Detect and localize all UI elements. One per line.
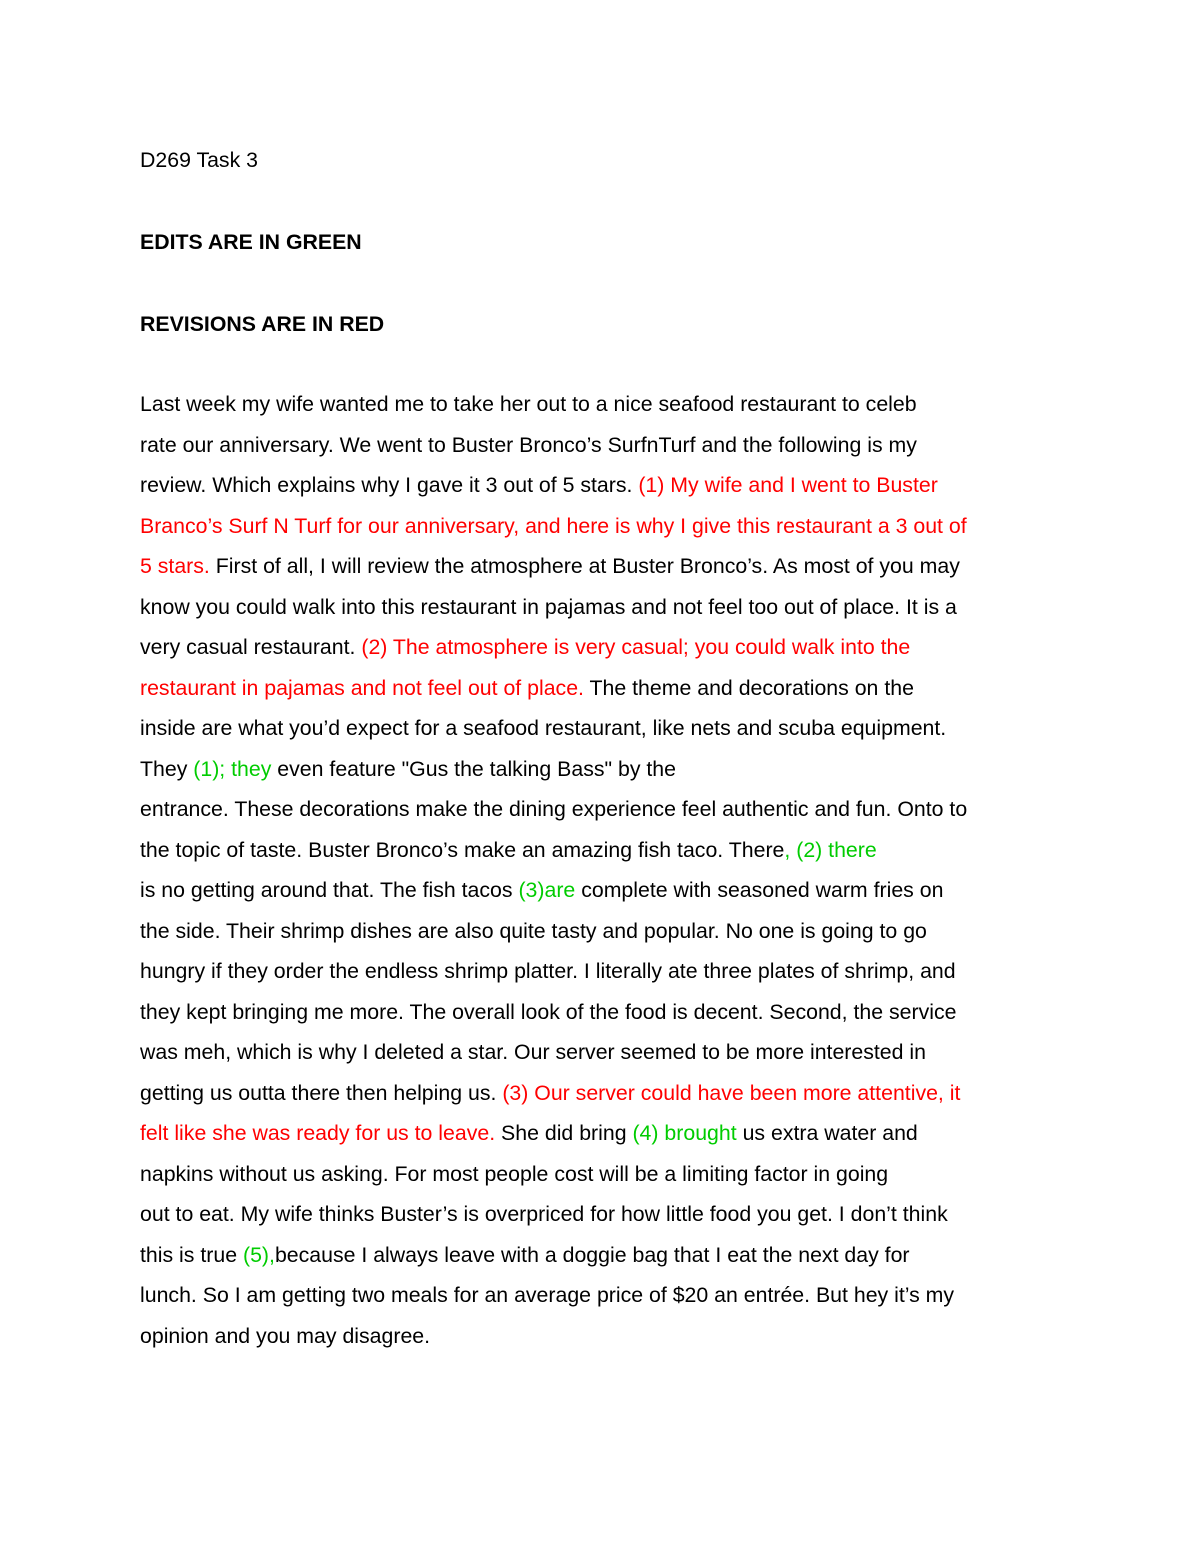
revisions-legend-heading: REVISIONS ARE IN RED: [140, 312, 385, 336]
body-text: was meh, which is why I deleted a star. Our server seemed to be more interested in: [140, 1040, 926, 1064]
paragraph-line: [140, 1316, 1060, 1357]
review-body: [140, 384, 1060, 1356]
body-text: They: [140, 756, 194, 781]
body-text: even feature "Gus the talking Bass" by the: [271, 756, 677, 781]
paragraph-line: [140, 384, 1060, 425]
body-text: the side. Their shrimp dishes are also quite tasty and popular. No one is going to go: [140, 918, 927, 943]
paragraph-line: [140, 789, 1060, 830]
paragraph-line: [140, 1235, 1060, 1276]
body-text: inside are what you’d expect for a seafood restaurant, like nets and scuba equipment.: [140, 716, 947, 740]
revision-text: (3) Our server could have been more attentive, it: [502, 1080, 961, 1105]
paragraph-line: [140, 749, 1060, 790]
body-text: this is true: [140, 1242, 243, 1267]
revision-text: felt like she was ready for us to leave.: [140, 1121, 496, 1145]
body-text: She did bring: [495, 1121, 633, 1145]
paragraph-line: [140, 425, 1060, 466]
paragraph-line: [140, 587, 1060, 628]
revision-text: (1) My wife and I went to Buster: [638, 473, 938, 497]
revision-text: Branco’s Surf N Turf for our anniversary, and here is why I give this restaurant a 3 out of: [140, 513, 967, 538]
paragraph-line: [140, 506, 1060, 547]
body-text: hungry if they order the endless shrimp platter. I literally ate three plates of shrimp, and: [140, 959, 956, 983]
paragraph-line: [140, 830, 1060, 871]
paragraph-line: [140, 951, 1060, 992]
body-text: First of all, I will review the atmosphere at Buster Bronco’s. As most of you may: [209, 554, 960, 578]
body-text: review. Which explains why I gave it 3 out of 5 stars.: [140, 473, 639, 497]
paragraph-line: [140, 1154, 1060, 1195]
body-text: the topic of taste. Buster Bronco’s make an amazing fish taco. There: [140, 837, 785, 862]
body-text: us extra water and: [736, 1121, 918, 1145]
body-text: rate our anniversary. We went to Buster Bronco’s SurfnTurf and the following is my: [140, 432, 917, 457]
paragraph-line: [140, 1194, 1060, 1235]
body-text: is no getting around that. The fish tacos: [140, 878, 519, 902]
paragraph-line: [140, 870, 1060, 911]
revision-text: restaurant in pajamas and not feel out of place.: [140, 675, 584, 700]
paragraph-line: [140, 465, 1060, 506]
body-text: The theme and decorations on the: [583, 675, 914, 700]
paragraph-line: [140, 1073, 1060, 1114]
revision-text: 5 stars.: [140, 554, 210, 578]
edits-legend-heading: EDITS ARE IN GREEN: [140, 230, 362, 254]
body-text: very casual restaurant.: [140, 635, 362, 659]
body-text: Last week my wife wanted me to take her out to a nice seafood restaurant to celeb: [140, 392, 917, 416]
revision-text: (2) The atmosphere is very casual; you could walk into the: [361, 635, 911, 659]
paragraph-line: [140, 668, 1060, 709]
body-text: opinion and you may disagree.: [140, 1323, 431, 1348]
edit-text: (1); they: [193, 756, 272, 781]
paragraph-line: [140, 627, 1060, 668]
edit-text: , (2) there: [784, 837, 877, 862]
edit-text: (3)are: [518, 878, 576, 902]
edit-text: (5),: [242, 1242, 275, 1267]
paragraph-line: [140, 1275, 1060, 1316]
body-text: because I always leave with a doggie bag that I eat the next day for: [274, 1242, 910, 1267]
document-content: [140, 138, 1060, 1356]
paragraph-line: [140, 708, 1060, 749]
body-text: entrance. These decorations make the dining experience feel authentic and fun. Onto to: [140, 797, 968, 821]
document-title: D269 Task 3: [140, 148, 258, 172]
paragraph-line: [140, 1032, 1060, 1073]
body-text: they kept bringing me more. The overall look of the food is decent. Second, the service: [140, 999, 957, 1024]
body-text: lunch. So I am getting two meals for an average price of $20 an entrée. But hey it’s my: [140, 1283, 955, 1307]
body-text: know you could walk into this restaurant in pajamas and not feel too out of place. It is a: [140, 594, 957, 619]
body-text: out to eat. My wife thinks Buster’s is overpriced for how little food you get. I don’t think: [140, 1202, 948, 1226]
paragraph-line: [140, 1113, 1060, 1154]
edit-text: (4) brought: [632, 1121, 737, 1145]
paragraph-line: [140, 911, 1060, 952]
paragraph-line: [140, 546, 1060, 587]
paragraph-line: [140, 992, 1060, 1033]
body-text: complete with seasoned warm fries on: [575, 878, 944, 902]
body-text: napkins without us asking. For most people cost will be a limiting factor in going: [140, 1161, 889, 1186]
body-text: getting us outta there then helping us.: [140, 1080, 503, 1105]
